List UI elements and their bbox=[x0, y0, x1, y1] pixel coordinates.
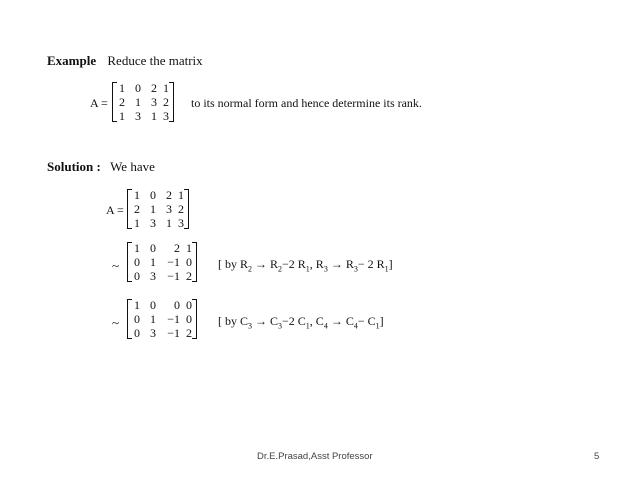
matrix-row bbox=[132, 241, 192, 255]
matrix-cell: 3 bbox=[150, 326, 156, 340]
matrix-row bbox=[117, 109, 169, 123]
matrix-cell: 0 bbox=[134, 312, 140, 326]
right-bracket bbox=[192, 298, 198, 340]
solution-lhs: A = bbox=[106, 203, 124, 217]
op-sub: 2 bbox=[278, 264, 283, 274]
matrix-cell: −1 bbox=[167, 255, 180, 269]
op-sub: 3 bbox=[323, 264, 328, 274]
matrix-body bbox=[117, 81, 169, 123]
solution-intro: We have bbox=[110, 159, 155, 174]
matrix-cell: 0 bbox=[186, 312, 192, 326]
example-matrix bbox=[111, 81, 175, 123]
matrix-cell: 1 bbox=[134, 216, 140, 230]
op-text: −2 C bbox=[282, 314, 306, 328]
matrix-cell: 1 bbox=[150, 255, 156, 269]
matrix-cell: 0 bbox=[134, 269, 140, 283]
example-line bbox=[47, 53, 203, 69]
op-text: − C bbox=[357, 314, 376, 328]
op-text: → C bbox=[252, 314, 279, 328]
matrix-cell: 1 bbox=[166, 216, 172, 230]
matrix-cell: 1 bbox=[119, 109, 125, 123]
matrix-cell: 0 bbox=[174, 298, 180, 312]
matrix-cell: 2 bbox=[163, 95, 169, 109]
op-text: [ by C bbox=[218, 314, 248, 328]
op-sub: 1 bbox=[384, 264, 389, 274]
matrix-cell: 1 bbox=[134, 241, 140, 255]
matrix-cell: 1 bbox=[134, 188, 140, 202]
matrix-row bbox=[117, 81, 169, 95]
op-text: → C bbox=[327, 314, 354, 328]
matrix-cell: 2 bbox=[151, 81, 157, 95]
matrix-cell: 2 bbox=[119, 95, 125, 109]
op-sub: 3 bbox=[278, 321, 283, 331]
row-operations-note bbox=[218, 257, 393, 273]
matrix-cell: 3 bbox=[150, 269, 156, 283]
right-bracket bbox=[192, 241, 198, 283]
op-text: → R bbox=[252, 257, 279, 271]
matrix-row bbox=[132, 216, 184, 230]
solution-heading: Solution : bbox=[47, 159, 101, 174]
solution-matrix-1 bbox=[126, 188, 190, 230]
matrix-cell: 3 bbox=[163, 109, 169, 123]
matrix-row bbox=[132, 188, 184, 202]
solution-line bbox=[47, 159, 155, 175]
right-bracket bbox=[184, 188, 190, 230]
example-tail: to its normal form and hence determine its rank. bbox=[191, 96, 422, 110]
matrix-cell: 0 bbox=[134, 255, 140, 269]
equivalence-sign-1: ~ bbox=[112, 258, 120, 273]
op-text: , R bbox=[309, 257, 324, 271]
op-text: ] bbox=[388, 257, 393, 271]
matrix-cell: 1 bbox=[150, 202, 156, 216]
example-intro: Reduce the matrix bbox=[107, 53, 203, 68]
column-operations-note bbox=[218, 314, 384, 330]
matrix-row bbox=[132, 326, 192, 340]
matrix-cell: −1 bbox=[167, 312, 180, 326]
matrix-cell: 1 bbox=[151, 109, 157, 123]
matrix-cell: 0 bbox=[186, 255, 192, 269]
matrix-cell: 0 bbox=[150, 241, 156, 255]
op-text: −2 R bbox=[282, 257, 306, 271]
op-text: , C bbox=[309, 314, 324, 328]
solution-matrix-2 bbox=[126, 241, 198, 283]
matrix-body bbox=[132, 241, 192, 283]
left-bracket bbox=[111, 81, 117, 123]
matrix-cell: 3 bbox=[166, 202, 172, 216]
matrix-cell: 3 bbox=[135, 109, 141, 123]
op-text: → R bbox=[327, 257, 354, 271]
example-heading: Example bbox=[47, 53, 97, 68]
matrix-body bbox=[132, 188, 184, 230]
matrix-cell: 2 bbox=[174, 241, 180, 255]
matrix-cell: 1 bbox=[178, 188, 184, 202]
left-bracket bbox=[126, 188, 132, 230]
op-sub: 4 bbox=[353, 321, 358, 331]
op-sub: 1 bbox=[305, 321, 310, 331]
op-text: ] bbox=[379, 314, 384, 328]
matrix-cell: 2 bbox=[166, 188, 172, 202]
matrix-row bbox=[132, 202, 184, 216]
matrix-cell: 1 bbox=[186, 241, 192, 255]
left-bracket bbox=[126, 298, 132, 340]
op-sub: 4 bbox=[323, 321, 328, 331]
matrix-row bbox=[132, 312, 192, 326]
matrix-row bbox=[132, 269, 192, 283]
op-text: [ by R bbox=[218, 257, 248, 271]
matrix-cell: 1 bbox=[135, 95, 141, 109]
matrix-cell: −1 bbox=[167, 326, 180, 340]
matrix-row bbox=[117, 95, 169, 109]
matrix-cell: 1 bbox=[119, 81, 125, 95]
matrix-cell: 0 bbox=[150, 188, 156, 202]
matrix-cell: 0 bbox=[135, 81, 141, 95]
op-sub: 1 bbox=[305, 264, 310, 274]
matrix-cell: 3 bbox=[178, 216, 184, 230]
matrix-cell: 2 bbox=[186, 269, 192, 283]
left-bracket bbox=[126, 241, 132, 283]
matrix-cell: 1 bbox=[134, 298, 140, 312]
matrix-cell: 1 bbox=[163, 81, 169, 95]
matrix-cell: 2 bbox=[134, 202, 140, 216]
matrix-cell: −1 bbox=[167, 269, 180, 283]
matrix-cell: 2 bbox=[186, 326, 192, 340]
equivalence-sign-2: ~ bbox=[112, 315, 120, 330]
matrix-cell: 3 bbox=[151, 95, 157, 109]
matrix-body bbox=[132, 298, 192, 340]
op-sub: 3 bbox=[248, 321, 252, 331]
matrix-cell: 3 bbox=[150, 216, 156, 230]
op-sub: 2 bbox=[248, 264, 252, 274]
matrix-cell: 2 bbox=[178, 202, 184, 216]
footer-author: Dr.E.Prasad,Asst Professor bbox=[257, 451, 373, 462]
matrix-cell: 0 bbox=[150, 298, 156, 312]
matrix-cell: 1 bbox=[150, 312, 156, 326]
right-bracket bbox=[169, 81, 175, 123]
solution-matrix-3 bbox=[126, 298, 198, 340]
matrix-row bbox=[132, 298, 192, 312]
example-lhs: A = bbox=[90, 96, 108, 110]
op-text: − 2 R bbox=[357, 257, 385, 271]
matrix-row bbox=[132, 255, 192, 269]
page-number: 5 bbox=[594, 451, 600, 462]
op-sub: 1 bbox=[375, 321, 380, 331]
op-sub: 3 bbox=[353, 264, 358, 274]
matrix-cell: 0 bbox=[134, 326, 140, 340]
matrix-cell: 0 bbox=[186, 298, 192, 312]
